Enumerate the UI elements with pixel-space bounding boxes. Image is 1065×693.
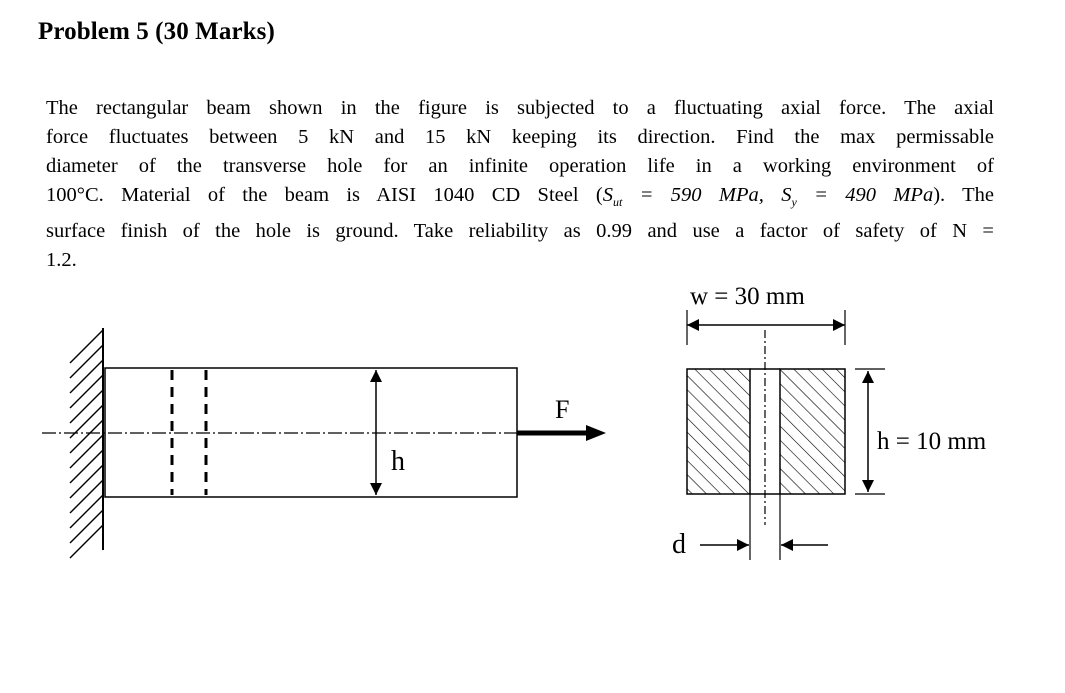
problem-title: Problem 5 (30 Marks) bbox=[38, 18, 275, 45]
line4-prefix: 100°C. Material of the beam is AISI 1040 CD Steel ( bbox=[46, 184, 603, 206]
diameter-label: d bbox=[672, 529, 686, 560]
sut-value: = 590 MPa, bbox=[622, 184, 782, 206]
force-label: F bbox=[555, 395, 570, 424]
statement-line-3: diameter of the transverse hole for an infinite operation life in a working environment of bbox=[46, 155, 994, 177]
line4-suffix: ). The bbox=[933, 184, 995, 206]
beam-cross-section bbox=[687, 369, 845, 494]
force-arrowhead bbox=[586, 425, 606, 441]
statement-line-1: The rectangular beam shown in the figure is subjected to a fluctuating axial force. The axial bbox=[46, 97, 994, 119]
h-label: h bbox=[391, 446, 405, 477]
sy-value: = 490 MPa bbox=[796, 184, 934, 206]
sut-symbol: S bbox=[602, 184, 613, 206]
sut-subscript: ut bbox=[612, 195, 623, 209]
statement-line-5: surface finish of the hole is ground. Take reliability as 0.99 and use a factor of safety of N = bbox=[46, 220, 994, 242]
sy-symbol: S bbox=[781, 184, 792, 206]
statement-line-2: force fluctuates between 5 kN and 15 kN keeping its direction. Find the max permissable bbox=[46, 126, 994, 148]
fixed-wall bbox=[70, 328, 103, 558]
statement-line-6: 1.2. bbox=[46, 249, 77, 271]
sy-subscript: y bbox=[791, 195, 797, 209]
height-label: h = 10 mm bbox=[877, 428, 987, 455]
width-label: w = 30 mm bbox=[690, 283, 805, 310]
